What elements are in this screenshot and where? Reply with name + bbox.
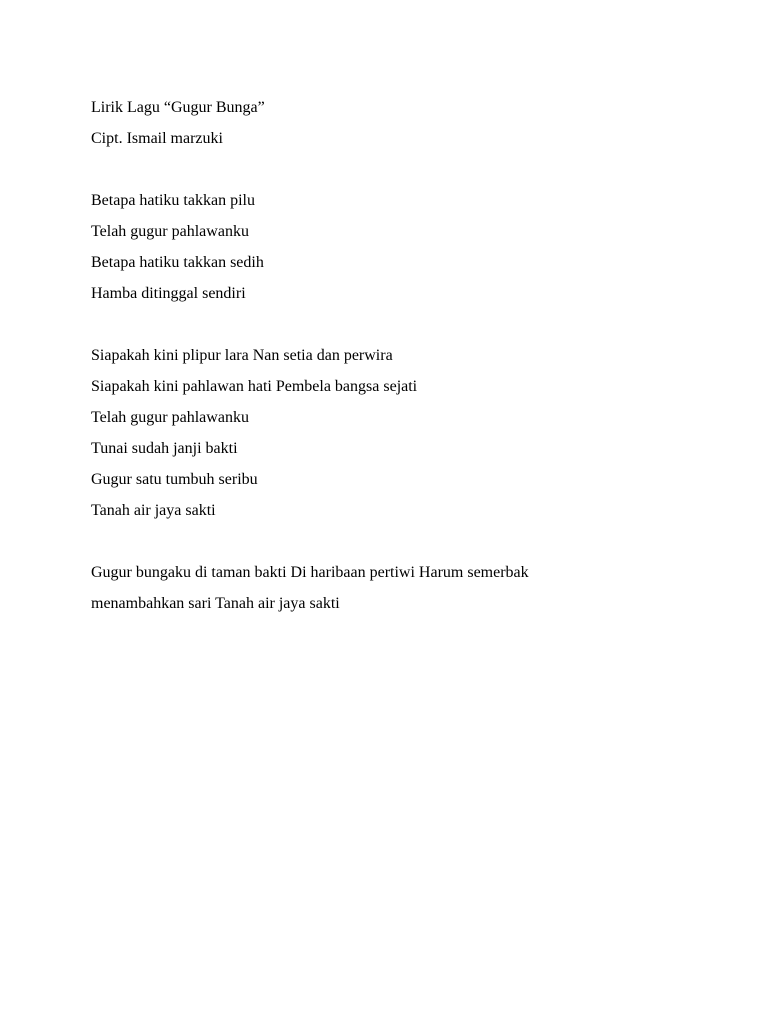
stanza-spacer <box>91 309 691 340</box>
lyrics-body <box>91 92 691 619</box>
document-title: Lirik Lagu “Gugur Bunga” <box>91 99 265 116</box>
stanza-1 <box>91 185 691 309</box>
lyric-line: Gugur bungaku di taman bakti Di haribaan pertiwi Harum semerbak <box>91 564 529 581</box>
lyric-line: Telah gugur pahlawanku <box>91 409 249 426</box>
lyric-line: Telah gugur pahlawanku <box>91 223 249 240</box>
lyric-line: Tunai sudah janji bakti <box>91 440 238 457</box>
lyric-line: Tanah air jaya sakti <box>91 502 216 519</box>
stanza-spacer <box>91 154 691 185</box>
stanza-spacer <box>91 526 691 557</box>
lyric-line: Hamba ditinggal sendiri <box>91 285 246 302</box>
composer-credit: Cipt. Ismail marzuki <box>91 130 223 147</box>
lyric-line: Siapakah kini pahlawan hati Pembela bangsa sejati <box>91 378 418 395</box>
lyric-line: Betapa hatiku takkan sedih <box>91 254 264 271</box>
lyric-line: menambahkan sari Tanah air jaya sakti <box>91 595 340 612</box>
lyric-line: Siapakah kini plipur lara Nan setia dan perwira <box>91 347 393 364</box>
lyric-line: Betapa hatiku takkan pilu <box>91 192 255 209</box>
stanza-3 <box>91 557 691 619</box>
stanza-2 <box>91 340 691 526</box>
lyric-line: Gugur satu tumbuh seribu <box>91 471 258 488</box>
